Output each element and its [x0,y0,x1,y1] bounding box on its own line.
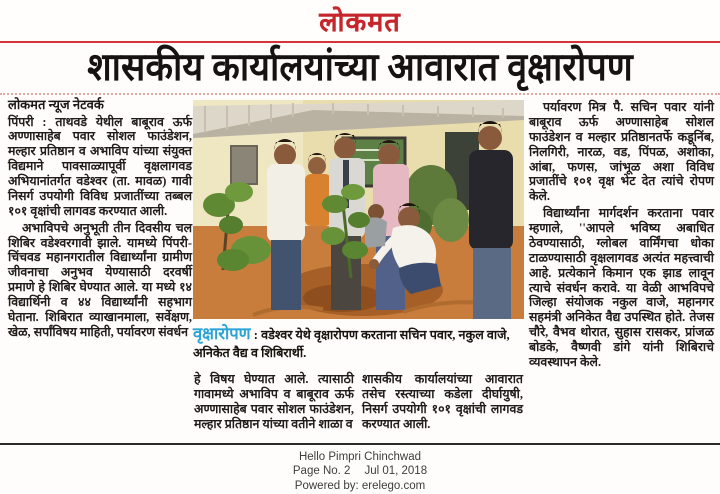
footer [0,450,720,493]
paragraph-2: अभाविपचे अनुभूती तीन दिवसीय चल शिबिर वडेश्वरगावी झाले. यामध्ये पिंपरी-चिंचवड महानगरातील विद्यार्थ्यांना ग्रामीण जीवनाचा अनुभव येण्यासाठी दरवर्षी प्रमाणे हे शिबिर घेण्यात आले. या मध्ये १४ विद्यार्थिनी व ४४ विद्यार्थ्यांनी सहभाग घेताना. शिबिरात व्याखानमाला, सर्वेक्षण, खेळ, सर्पांविषय माहिती, पर्यावरण संवर्धन [8,220,192,339]
paragraph-5: पर्यावरण मित्र पै. सचिन पवार यांनी बाबूराव ऊर्फ अण्णासाहेब सोशल फाउंडेशन व मल्हार प्रतिष्ठानतर्फे कडूनिंब, निलगिरी, नारळ, वड, पिंपळ, अशोका, आंबा, फणस, जांभूळ अशा विविध प्रजातींचे १०१ वृक्ष भेट देत त्यांचे रोपण केले. [529,100,714,204]
tree-planting-photo [193,100,524,319]
paragraph-1-text: ताथवडे येथील बाबूराव ऊर्फ अण्णासाहेब पवार सोशल फाउंडेशन, मल्हार प्रतिष्ठान व अभाविप यांच्या संयुक्त विद्यमाने पावसाळ्यापूर्वी वृक्षलागवड अभियानांतर्गत वडेश्वर (ता. मावळ) गावी निसर्ग उपयोगी विविध प्रजातींच्या तब्बल १०१ वृक्षांची लागवड करण्यात आली. [8,114,192,218]
paragraph-3: हे विषय घेण्यात आले. त्यासाठी गावामध्ये अभाविप व बाबूराव ऊर्फ अण्णासाहेब पवार सोशल फाउंडेशन, मल्हार प्रतिष्ठान यांच्या वतीने शाळा व [194,372,354,431]
page-title: शासकीय कार्यालयांच्या आवारात वृक्षारोपण [87,45,633,89]
article-column-right [529,100,714,443]
paragraph-6: विद्यार्थ्यांना मार्गदर्शन करताना पवार म्हणाले, ''आपले भविष्य अबाधित ठेवण्यासाठी, ग्लोबल वार्मिंगचा धोका टाळण्यासाठी वृक्षलागवड अत्यंत महत्त्वाची आहे. प्रत्येकाने किमान एक झाड लावून त्याचे संवर्धन करावे. या वेळी आभविपचे जिल्हा संयोजक नकुल वाजे, महानगर सहमंत्री अनिकेत वैद्य उपस्थित होते. तेजस चौरे, वैभव थोरात, सुहास रासकर, प्रांजळ बोडके, वैष्णवी डांगे यांनी शिबिराचे व्यवस्थापन केले. [529,206,714,369]
paragraph-1 [8,115,192,219]
masthead [0,0,720,43]
window [231,146,257,184]
paragraph-4: शासकीय कार्यालयांच्या आवारात तसेच रस्त्याच्या कडेला दीर्घायुषी, निसर्ग उपयोगी १०१ वृक्षांची लागवड करण्यात आली. [362,372,523,431]
footer-date: Jul 01, 2018 [364,465,428,478]
caption-text: वडेश्वर येथे वृक्षारोपण करताना सचिन पवार, नकुल वाजे, अनिकेत वैद्य व शिबिरार्थी. [193,328,510,361]
footer-publication: Hello Pimpri Chinchwad [298,451,422,463]
article-column-left [8,97,192,443]
dateline: पिंपरी : [8,114,47,129]
photo-caption [193,323,524,367]
article-column-middle-right [362,372,523,442]
footer-page-date [0,464,720,478]
footer-powered-by: Powered by: erelego.com [294,479,426,492]
caption-separator: : [250,328,262,342]
article-column-middle-left [194,372,354,442]
article-photo [193,100,524,319]
footer-page-number: Page No. 2 [292,465,351,478]
byline: लोकमत न्यूज नेटवर्क [8,97,104,112]
lokmat-logo: लोकमत [319,7,401,37]
caption-keyword: वृक्षारोपण [193,324,251,343]
footer-divider [0,443,720,445]
headline-band [0,43,720,95]
